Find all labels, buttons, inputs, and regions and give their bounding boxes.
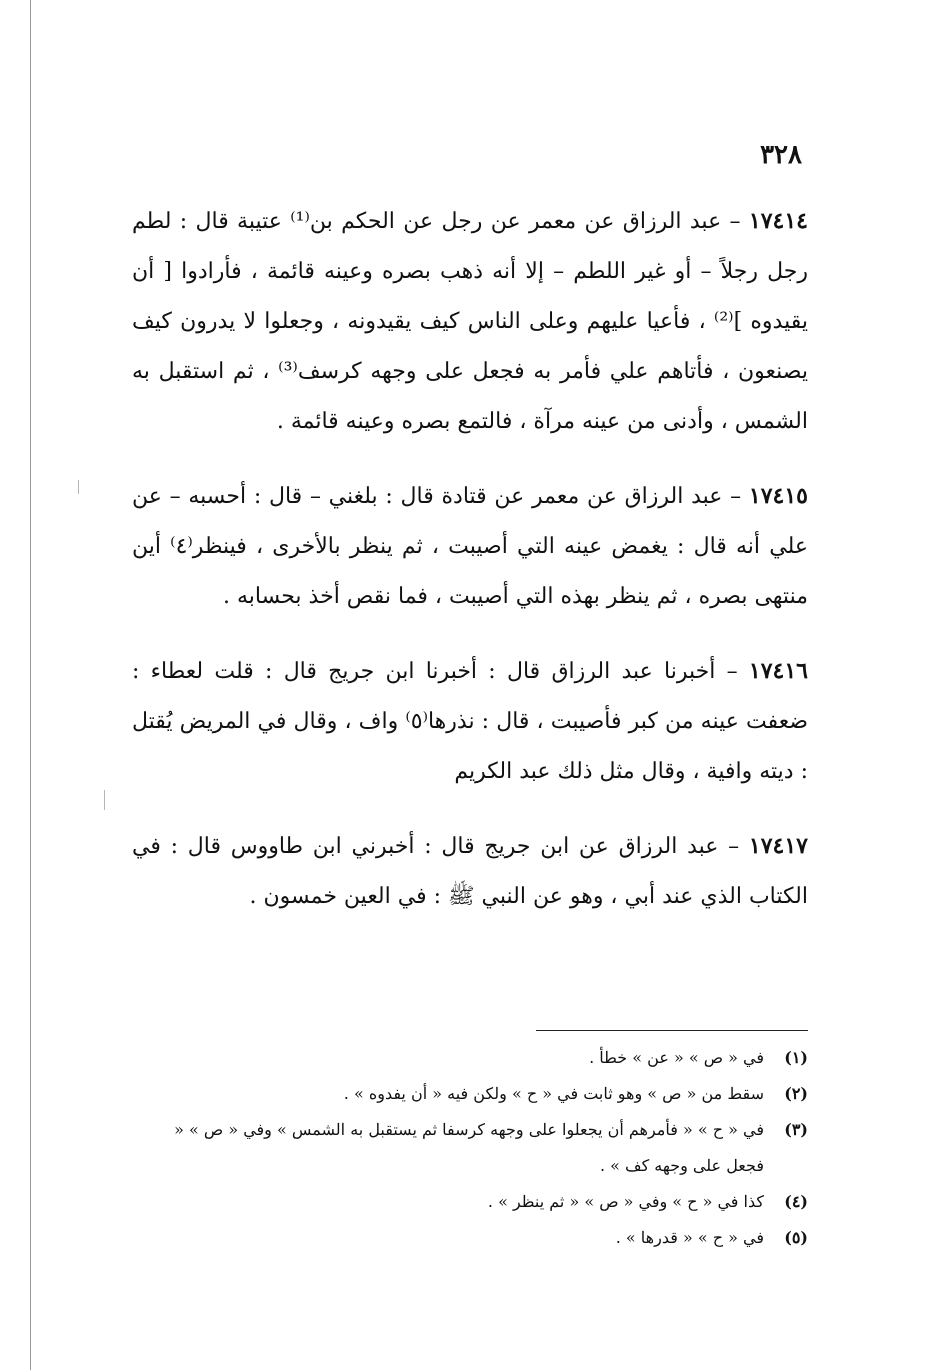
footnotes bbox=[132, 1040, 808, 1256]
hadith-paragraph bbox=[132, 646, 808, 797]
hadith-number: ١٧٤١٦ bbox=[748, 658, 808, 684]
footnote-text: سقط من « ص » وهو ثابت في « ح » ولكن فيه « أن يفدوه » . bbox=[343, 1084, 764, 1103]
footnote-mark: (٤) bbox=[784, 1192, 808, 1211]
hadith-number: ١٧٤١٤ bbox=[748, 208, 808, 234]
footnote bbox=[132, 1112, 808, 1184]
hadith-text: – عبد الرزاق عن ابن جريج قال : أخبرني ابن طاووس قال : في الكتاب الذي عند أبي ، وهو عن النبي ﷺ : في العين خمسون . bbox=[132, 834, 808, 909]
footnote bbox=[132, 1184, 808, 1220]
page-number: ٣٢٨ bbox=[760, 140, 802, 170]
hadith-paragraph bbox=[132, 821, 808, 922]
page-edge-line bbox=[30, 0, 31, 1370]
hadith-text: – عبد الرزاق عن معمر عن قتادة قال : بلغني – قال : أحسبه – عن علي أنه قال : يغمض عينه التي أصيبت ، ثم ينظر بالأخرى ، فينظر⁽٤⁾ أين منتهى بصره ، ثم ينظر بهذه التي أصيبت ، فما نقص أخذ بحسابه . bbox=[132, 484, 808, 609]
hadith-paragraph bbox=[132, 471, 808, 622]
footnote-text: في « ح » « قدرها » . bbox=[615, 1228, 764, 1247]
footnote bbox=[132, 1040, 808, 1076]
hadith-number: ١٧٤١٧ bbox=[748, 833, 808, 859]
footnote-mark: (٥) bbox=[784, 1228, 808, 1247]
footnote-mark: (١) bbox=[784, 1048, 808, 1067]
footnote-mark: (٢) bbox=[784, 1084, 808, 1103]
hadith-text: – عبد الرزاق عن معمر عن رجل عن الحكم بن⁽¹⁾ عتيبة قال : لطم رجل رجلاً – أو غير اللطم – إلا أنه ذهب بصره وعينه قائمة ، فأرادوا [ أن يقيدوه ]⁽²⁾ ، فأعيا عليهم وعلى الناس كيف يقيدونه ، وجعلوا لا يدرون كيف يصنعون ، فأتاهم علي فأمر به فجعل على وجهه كرسف⁽³⁾ ، ثم استقبل به الشمس ، وأدنى من عينه مرآة ، فالتمع بصره وعينه قائمة . bbox=[132, 209, 808, 434]
footnote-text: في « ص » « عن » خطأ . bbox=[589, 1048, 764, 1067]
footnote-separator bbox=[536, 1030, 808, 1031]
main-text bbox=[132, 196, 808, 946]
footnote-text: كذا في « ح » وفي « ص » « ثم ينظر » . bbox=[487, 1192, 764, 1211]
footnote-text: في « ح » « فأمرهم أن يجعلوا على وجهه كرسفا ثم يستقبل به الشمس » وفي « ص » « فجعل على وجهه كف » . bbox=[174, 1120, 764, 1175]
footnote bbox=[132, 1076, 808, 1112]
footnote-mark: (٣) bbox=[784, 1120, 808, 1139]
hadith-text: – أخبرنا عبد الرزاق قال : أخبرنا ابن جريج قال : قلت لعطاء : ضعفت عينه من كبر فأصيبت ، قال : نذرها⁽٥⁾ واف ، وقال في المريض يُقتل : ديته وافية ، وقال مثل ذلك عبد الكريم bbox=[132, 659, 808, 784]
hadith-number: ١٧٤١٥ bbox=[748, 483, 808, 509]
hadith-paragraph bbox=[132, 196, 808, 447]
margin-tick bbox=[78, 480, 79, 494]
margin-tick bbox=[104, 790, 105, 810]
footnote bbox=[132, 1220, 808, 1256]
